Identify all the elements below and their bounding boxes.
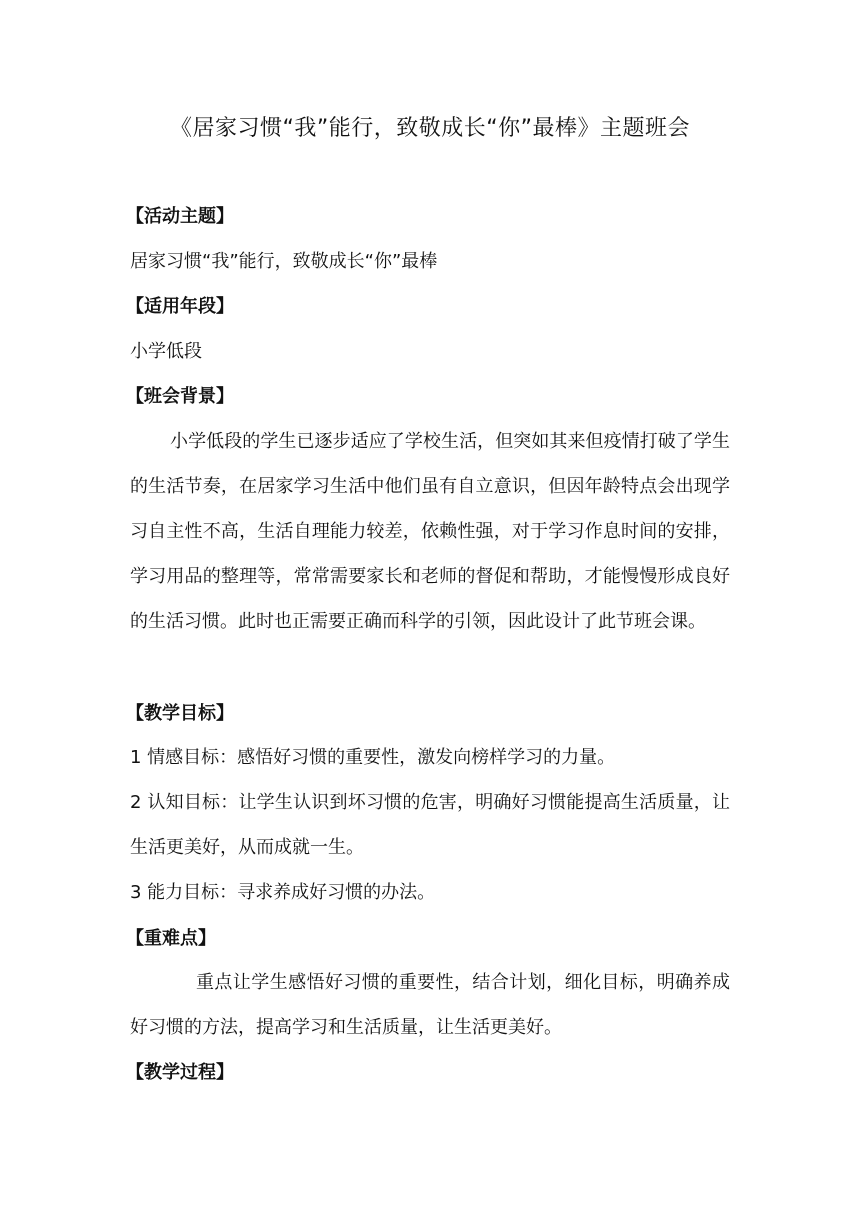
- goal-item-3: 3 能力目标：寻求养成好习惯的办法。: [130, 882, 436, 903]
- background-heading: 【班会背景】: [126, 386, 234, 407]
- goal-item-1: 1 情感目标：感悟好习惯的重要性，激发向榜样学习的力量。: [130, 747, 616, 768]
- key-points-paragraph: 重点让学生感悟好习惯的重要性，结合计划，细化目标，明确养成好习惯的方法，提高学习和生活质量，让生活更美好。: [130, 972, 730, 1038]
- background-paragraph: 小学低段的学生已逐步适应了学校生活，但突如其来但疫情打破了学生的生活节奏，在居家学习生活中他们虽有自立意识，但因年龄特点会出现学习自主性不高，生活自理能力较差，依赖性强，对于学习作息时间的安排，学习用品的整理等，常常需要家长和老师的督促和帮助，才能慢慢形成良好的生活习惯。此时也正需要正确而科学的引领，因此设计了此节班会课。: [130, 431, 730, 632]
- grade-heading: 【适用年段】: [126, 296, 234, 317]
- key-points-heading: 【重难点】: [126, 928, 216, 949]
- grade-text: 小学低段: [130, 341, 202, 362]
- theme-heading: 【活动主题】: [126, 206, 234, 227]
- theme-text: 居家习惯“我”能行，致敬成长“你”最棒: [130, 251, 438, 272]
- goal-item-2: 2 认知目标：让学生认识到坏习惯的危害，明确好习惯能提高生活质量，让生活更美好，从而成就一生。: [130, 792, 730, 858]
- page-title: 《居家习惯“我”能行，致敬成长“你”最棒》主题班会: [169, 116, 691, 141]
- goals-heading: 【教学目标】: [126, 703, 234, 724]
- process-heading: 【教学过程】: [126, 1062, 234, 1083]
